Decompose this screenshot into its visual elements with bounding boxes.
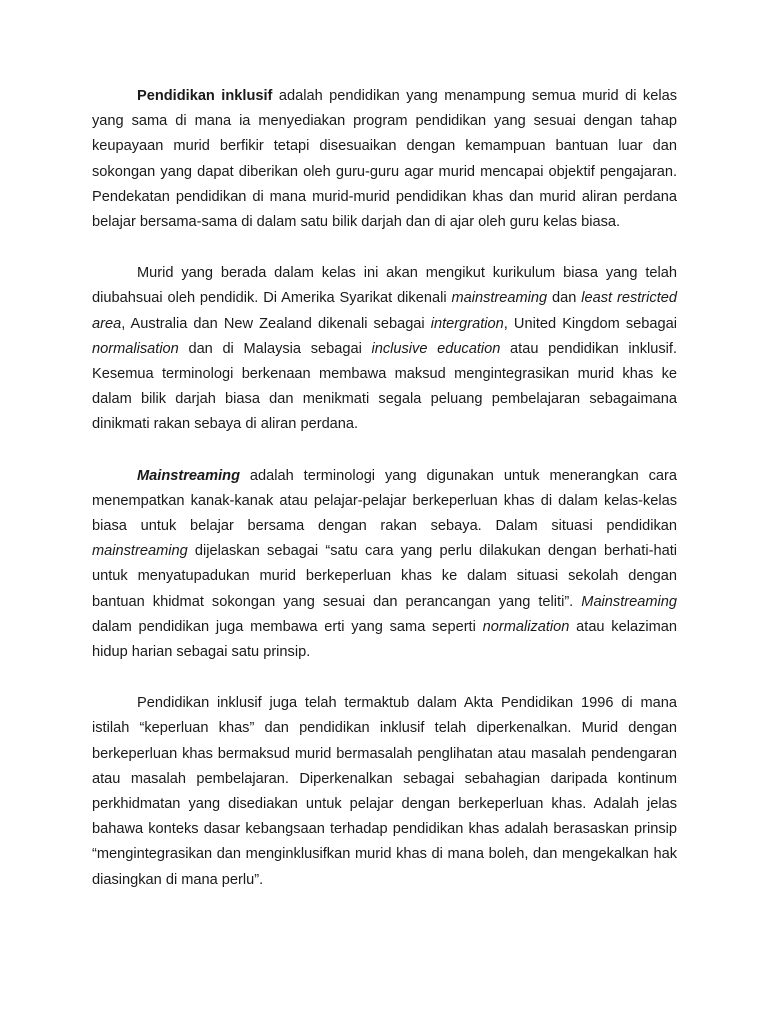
term-normalization: normalization xyxy=(482,618,570,635)
paragraph-text: atau kelaziman hidup harian sebagai satu prinsip. xyxy=(92,618,677,661)
paragraph-definition xyxy=(92,84,677,235)
term-pendidikan-inklusif: Pendidikan inklusif xyxy=(137,88,273,104)
term-intergration: intergration xyxy=(430,315,504,332)
term-normalisation: normalisation xyxy=(92,340,179,357)
paragraph-text: dalam pendidikan juga membawa erti yang sama seperti xyxy=(92,618,483,635)
paragraph-akta-pendidikan xyxy=(92,691,677,893)
paragraph-text: Murid yang berada dalam kelas ini akan mengikut kurikulum biasa yang telah diubahsuai oleh pendidik. Di Amerika Syarikat dikenali xyxy=(92,265,677,307)
paragraph-text: atau pendidikan inklusif. Kesemua terminologi berkenaan membawa maksud mengintegrasikan murid khas ke dalam bilik darjah biasa dan menikmati segala peluang pembelajaran sebagaimana dinikmati rakan sebaya di aliran perdana. xyxy=(92,340,678,433)
paragraph-text: dan di Malaysia sebagai xyxy=(178,340,372,357)
paragraph-text: dan xyxy=(547,290,582,307)
paragraph-mainstreaming xyxy=(92,464,677,666)
paragraph-text: dijelaskan sebagai “satu cara yang perlu dilakukan dengan berhati-hati untuk menyatupadukan murid berkeperluan khas ke dalam situasi sekolah dengan bantuan khidmat sokongan yang sesuai dan perancangan yang teliti”. xyxy=(92,543,677,610)
term-mainstreaming-heading: Mainstreaming xyxy=(137,467,240,484)
paragraph-text: adalah terminologi yang digunakan untuk menerangkan cara menempatkan kanak-kanak atau pelajar-pelajar berkeperluan khas di dalam kelas-kelas biasa untuk belajar bersama dengan rakan sebaya. Dalam situasi pendidikan xyxy=(92,467,677,535)
term-mainstreaming: mainstreaming xyxy=(92,543,188,560)
term-inclusive-education: inclusive education xyxy=(371,340,501,357)
term-mainstreaming: Mainstreaming xyxy=(581,593,677,610)
paragraph-text: adalah pendidikan yang menampung semua murid di kelas yang sama di mana ia menyediakan program pendidikan yang sesuai dengan tahap keupayaan murid berfikir tetapi disesuaikan dengan kemampuan bantuan luar dan sokongan yang dapat diberikan oleh guru-guru agar murid mencapai objektif pengajaran. Pendekatan pendidikan di mana murid-murid pendidikan khas dan murid aliran perdana belajar bersama-sama di dalam satu bilik darjah dan di ajar oleh guru kelas biasa. xyxy=(92,88,677,231)
term-mainstreaming: mainstreaming xyxy=(451,290,548,307)
document-page xyxy=(92,84,677,893)
paragraph-text: , Australia dan New Zealand dikenali sebagai xyxy=(121,315,431,332)
paragraph-text: Pendidikan inklusif juga telah termaktub dalam Akta Pendidikan 1996 di mana istilah “keperluan khas” dan pendidikan inklusif telah diperkenalkan. Murid dengan berkeperluan khas bermaksud murid bermasalah penglihatan atau masalah pendengaran atau masalah pembelajaran. Diperkenalkan sebagai sebahagian daripada kontinum perkhidmatan yang disediakan untuk pelajar dengan berkeperluan khas. Adalah jelas bahawa konteks dasar kebangsaan terhadap pendidikan khas adalah berasaskan prinsip “mengintegrasikan dan menginklusifkan murid khas di mana boleh, dan mengekalkan hak diasingkan di mana perlu”. xyxy=(92,695,677,888)
paragraph-terminology xyxy=(92,261,677,437)
paragraph-text: , United Kingdom sebagai xyxy=(503,315,678,332)
term-least-restricted-area: least restricted area xyxy=(92,290,677,332)
